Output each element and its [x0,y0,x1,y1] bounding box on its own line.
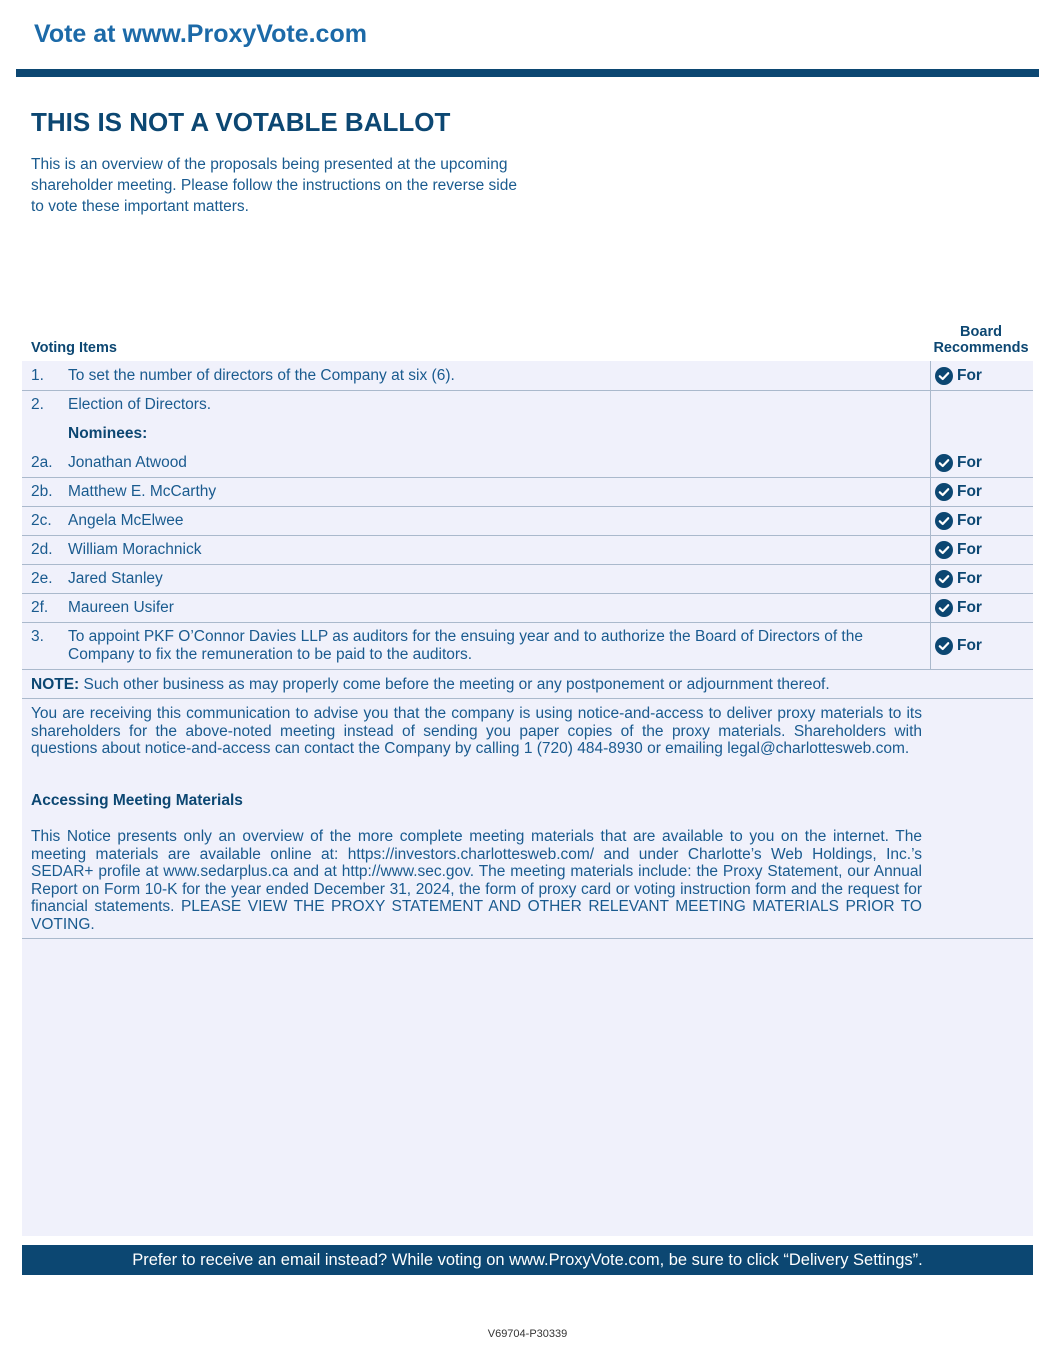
nominees-heading-row [22,425,1033,445]
board-recommends-header-line2: Recommends [933,340,1029,356]
item-number: 2. [31,396,44,413]
table-row [22,454,1033,474]
item-number: 3. [31,628,44,645]
note-label: NOTE: [31,676,80,693]
row-divider [22,390,1033,391]
item-text: Jonathan Atwood [68,454,187,471]
table-row [22,483,1033,503]
recommendation [935,454,982,472]
table-row [22,396,1033,416]
row-divider [22,564,1033,565]
item-text: William Morachnick [68,541,202,558]
check-circle-icon [935,637,953,655]
recommendation-label: For [957,541,982,558]
recommendation-label: For [957,599,982,616]
board-recommends-header [928,324,1034,356]
check-circle-icon [935,512,953,530]
note-text [31,676,830,694]
recommendation-label: For [957,483,982,500]
nominees-heading: Nominees: [68,425,148,442]
row-divider [22,535,1033,536]
item-text: Jared Stanley [68,570,163,587]
row-divider [22,593,1033,594]
item-number: 1. [31,367,44,384]
check-circle-icon [935,483,953,501]
check-circle-icon [935,541,953,559]
check-circle-icon [935,599,953,617]
voting-items-panel [22,361,1033,1236]
table-row [22,570,1033,590]
row-divider [22,669,1033,670]
item-number: 2c. [31,512,52,529]
note-row [22,676,1033,696]
recommendation-label: For [957,637,982,654]
row-divider [22,506,1033,507]
item-number: 2d. [31,541,53,558]
table-row [22,599,1033,619]
item-text-line2: Company to fix the remuneration to be paid to the auditors. [68,645,473,663]
recommendation [935,599,982,617]
recommendation-label: For [957,367,982,384]
table-row [22,541,1033,561]
page-title: THIS IS NOT A VOTABLE BALLOT [31,107,451,137]
table-row [22,628,1033,666]
section-divider [22,938,1033,939]
note-body: Such other business as may properly come before the meeting or any postponement or adjournment thereof. [83,676,830,693]
item-number: 2b. [31,483,53,500]
check-circle-icon [935,570,953,588]
recommendation-label: For [957,512,982,529]
notice-paragraph: You are receiving this communication to advise you that the company is using notice-and-access to deliver proxy materials to its shareholders for the above-noted meeting instead of sending you paper copies of the proxy materials. Shareholders with questions about notice-and-access can contact the Company by calling 1 (720) 484-8930 or emailing legal@charlottesweb.com. [31,705,922,757]
recommendation [935,483,982,501]
item-text: Maureen Usifer [68,599,174,616]
recommendation [935,570,982,588]
item-text: Election of Directors. [68,396,211,413]
item-number: 2a. [31,454,53,471]
item-text: Angela McElwee [68,512,184,529]
row-divider [22,477,1033,478]
check-circle-icon [935,454,953,472]
row-divider [22,622,1033,623]
email-delivery-banner: Prefer to receive an email instead? While voting on www.ProxyVote.com, be sure to click “Delivery Settings”. [22,1245,1033,1275]
board-recommends-header-line1: Board [960,324,1002,340]
voting-items-header: Voting Items [31,340,117,356]
materials-paragraph: This Notice presents only an overview of the more complete meeting materials that are available to you on the internet. The meeting materials are available online at: https://investors.charlottesweb.com/ and under Charlotte’s Web Holdings, Inc.’s SEDAR+ profile at www.sedarplus.ca and at http://www.sec.gov. The meeting materials include: the Proxy Statement, our Annual Report on Form 10-K for the year ended December 31, 2024, the form of proxy card or voting instruction form and the request for financial statements. PLEASE VIEW THE PROXY STATEMENT AND OTHER RELEVANT MEETING MATERIALS PRIOR TO VOTING. [31,828,922,933]
accessing-materials-heading: Accessing Meeting Materials [31,792,243,809]
recommendation [935,541,982,559]
item-text [68,628,924,663]
recommendation-label: For [957,570,982,587]
intro-text: This is an overview of the proposals being presented at the upcoming shareholder meeting. Please follow the instructions on the reverse side to vote these important matters. [31,156,517,215]
table-row [22,367,1033,387]
recommendation-label: For [957,454,982,471]
item-number: 2e. [31,570,53,587]
recommendation [935,637,982,655]
item-text: Matthew E. McCarthy [68,483,217,500]
header-divider [16,69,1039,77]
table-row [22,512,1033,532]
row-divider [22,698,1033,699]
check-circle-icon [935,367,953,385]
item-number: 2f. [31,599,49,616]
document-code: V69704-P30339 [487,1328,568,1340]
item-text: To set the number of directors of the Company at six (6). [68,367,455,384]
recommendation [935,367,982,385]
item-text-line1: To appoint PKF O’Connor Davies LLP as auditors for the ensuing year and to authorize the Board of Directors of the [68,628,863,645]
recommendation [935,512,982,530]
proxyvote-header-link[interactable]: Vote at www.ProxyVote.com [34,20,367,48]
